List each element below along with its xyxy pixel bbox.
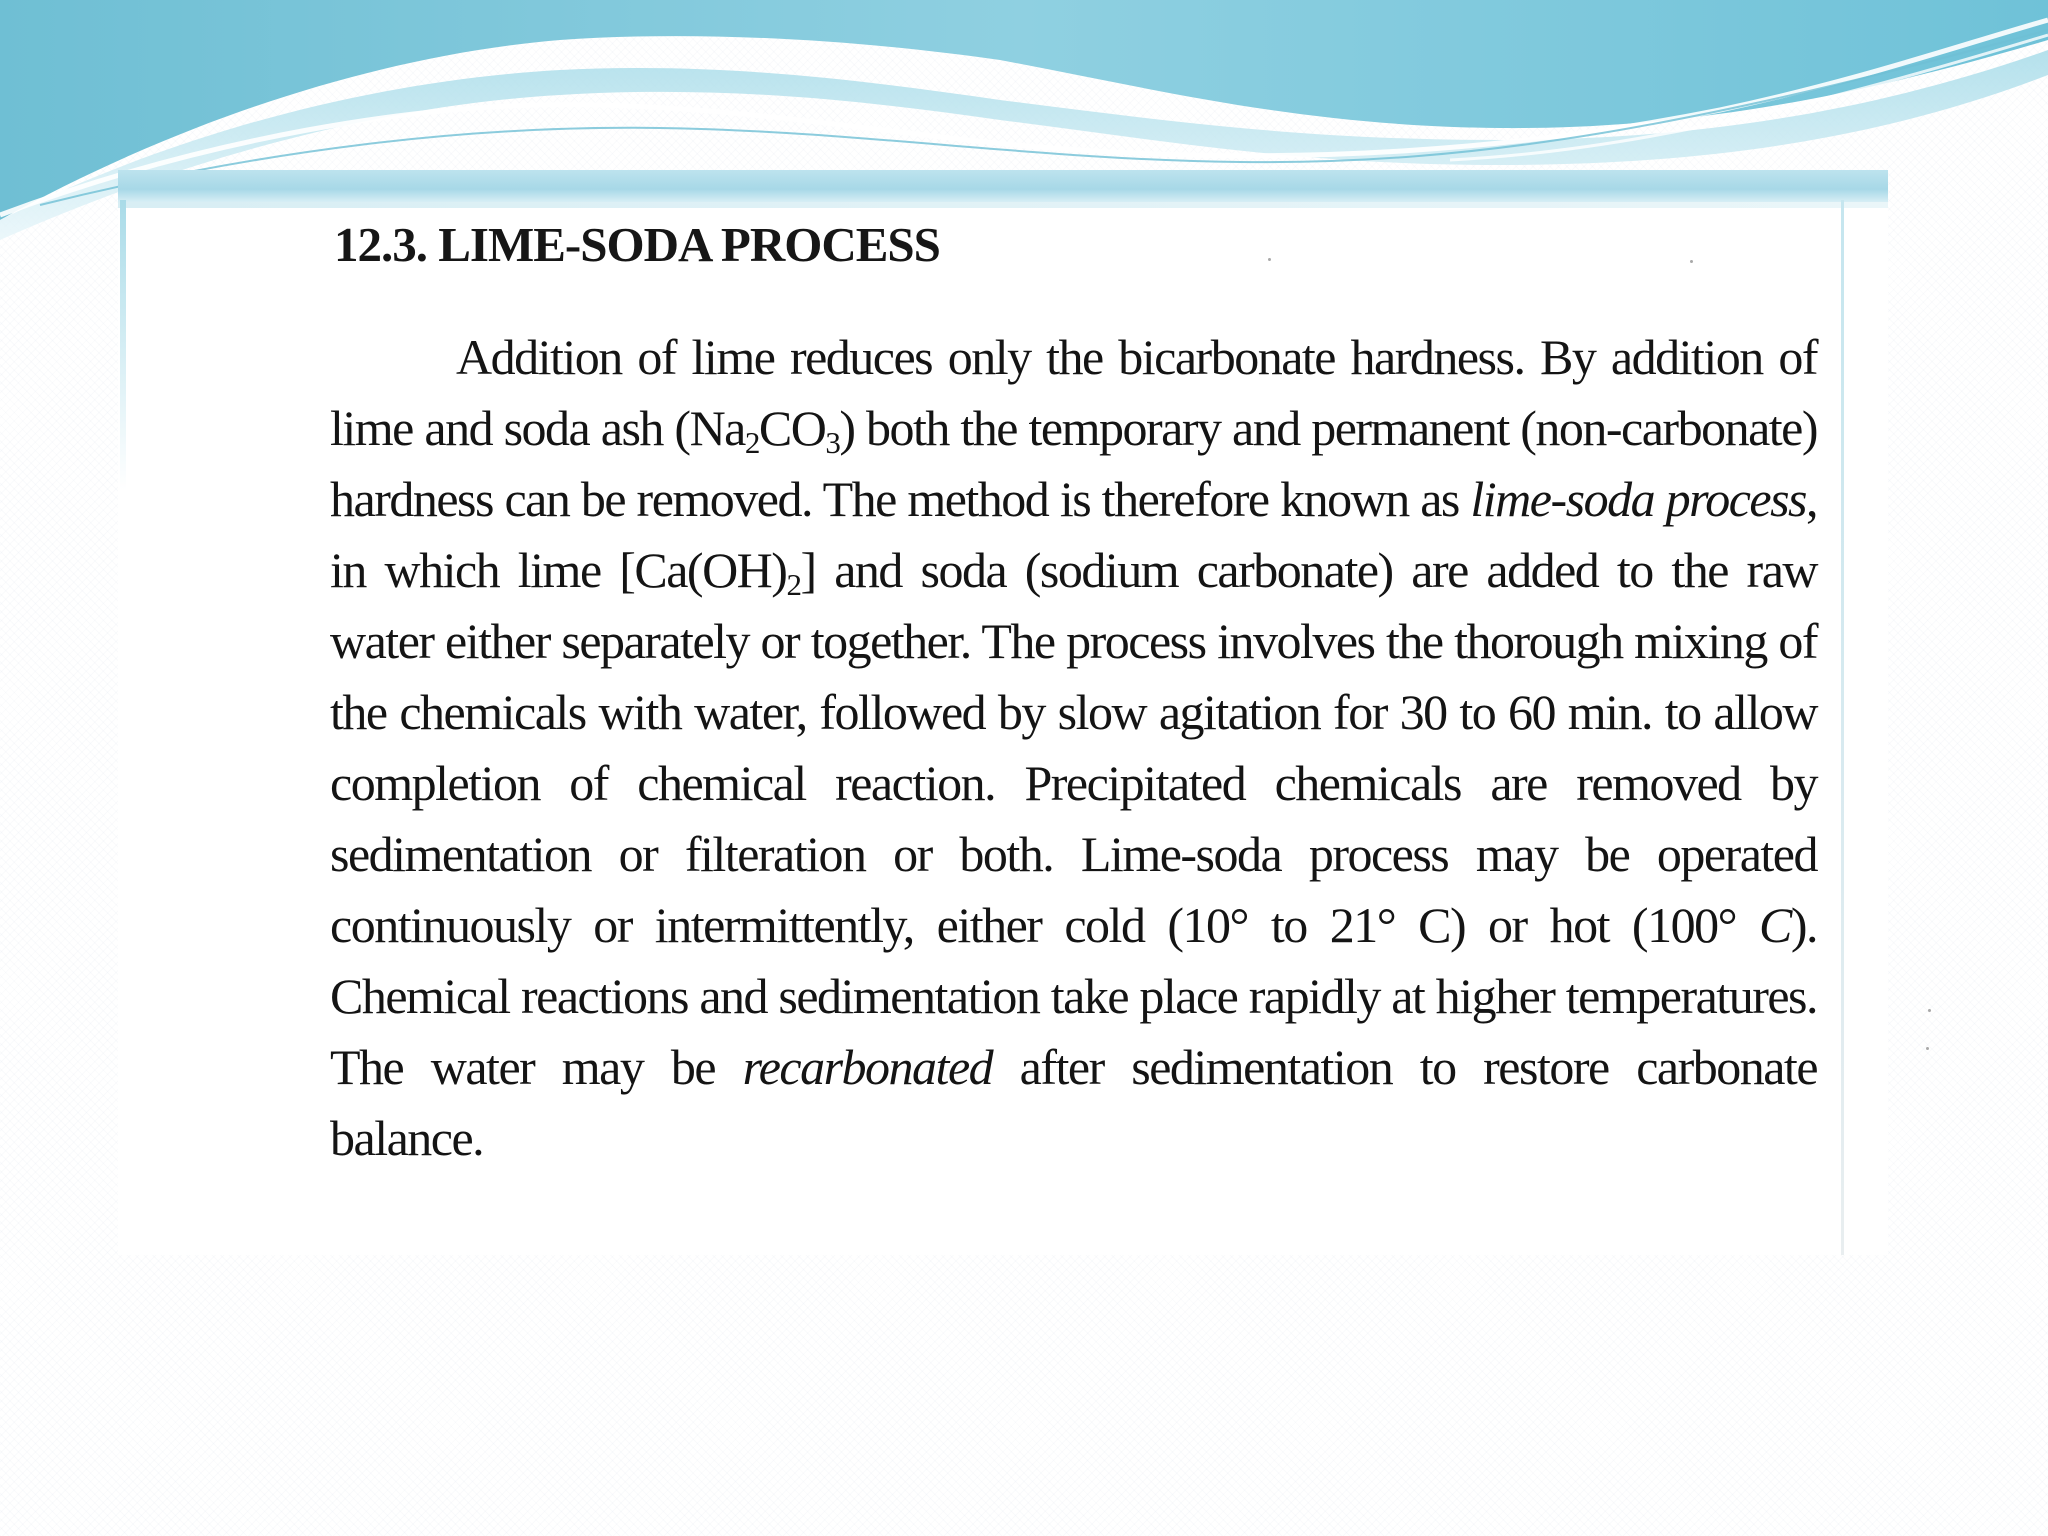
slide-speck [1928, 1009, 1931, 1012]
text-run: , in which lime [Ca(OH) [330, 471, 1817, 598]
section-heading: 12.3. LIME-SODA PROCESS [334, 217, 940, 272]
subscript: 2 [744, 424, 759, 460]
italic-term: recarbonated [742, 1039, 993, 1095]
subscript: 3 [825, 424, 840, 460]
text-run: after sedimentation to restore carbonate balance. [330, 1039, 1818, 1166]
section-paragraph [330, 322, 1817, 1174]
text-run: ). Chemical reactions and sedimentation take place rapidly at higher temperatures. The water may be [330, 897, 1817, 1095]
slide-speck [1926, 1047, 1929, 1050]
scan-left-border [120, 200, 126, 490]
text-run: CO [758, 400, 826, 456]
scan-speck [1268, 258, 1271, 261]
text-run: ) both the temporary and permanent (non-carbonate) hardness can be removed. The method is therefore known as [330, 400, 1817, 527]
scan-right-border [1841, 200, 1844, 1255]
italic-term: lime-soda process [1470, 471, 1806, 527]
scan-top-border-shadow [118, 202, 1888, 208]
text-run: Addition of lime reduces only the bicarbonate hardness. By addition of lime and soda ash (Na [330, 329, 1817, 456]
italic-term: C [1758, 897, 1791, 953]
scan-speck [1690, 260, 1693, 263]
scan-top-border [118, 170, 1888, 202]
subscript: 2 [786, 566, 801, 602]
scanned-textbook-excerpt [118, 170, 1888, 1255]
text-run: ] and soda (sodium carbonate) are added to the raw water either separately or together. The process involves the thorough mixing of the chemicals with water, followed by slow agitation for 30 to 60 min. to allow completion of chemical reaction. Precipitated chemicals are removed by sedimentation or filteration or both. Lime-soda process may be operated continuously or intermittently, either cold (10° to 21° C) or hot (100° [330, 542, 1817, 953]
